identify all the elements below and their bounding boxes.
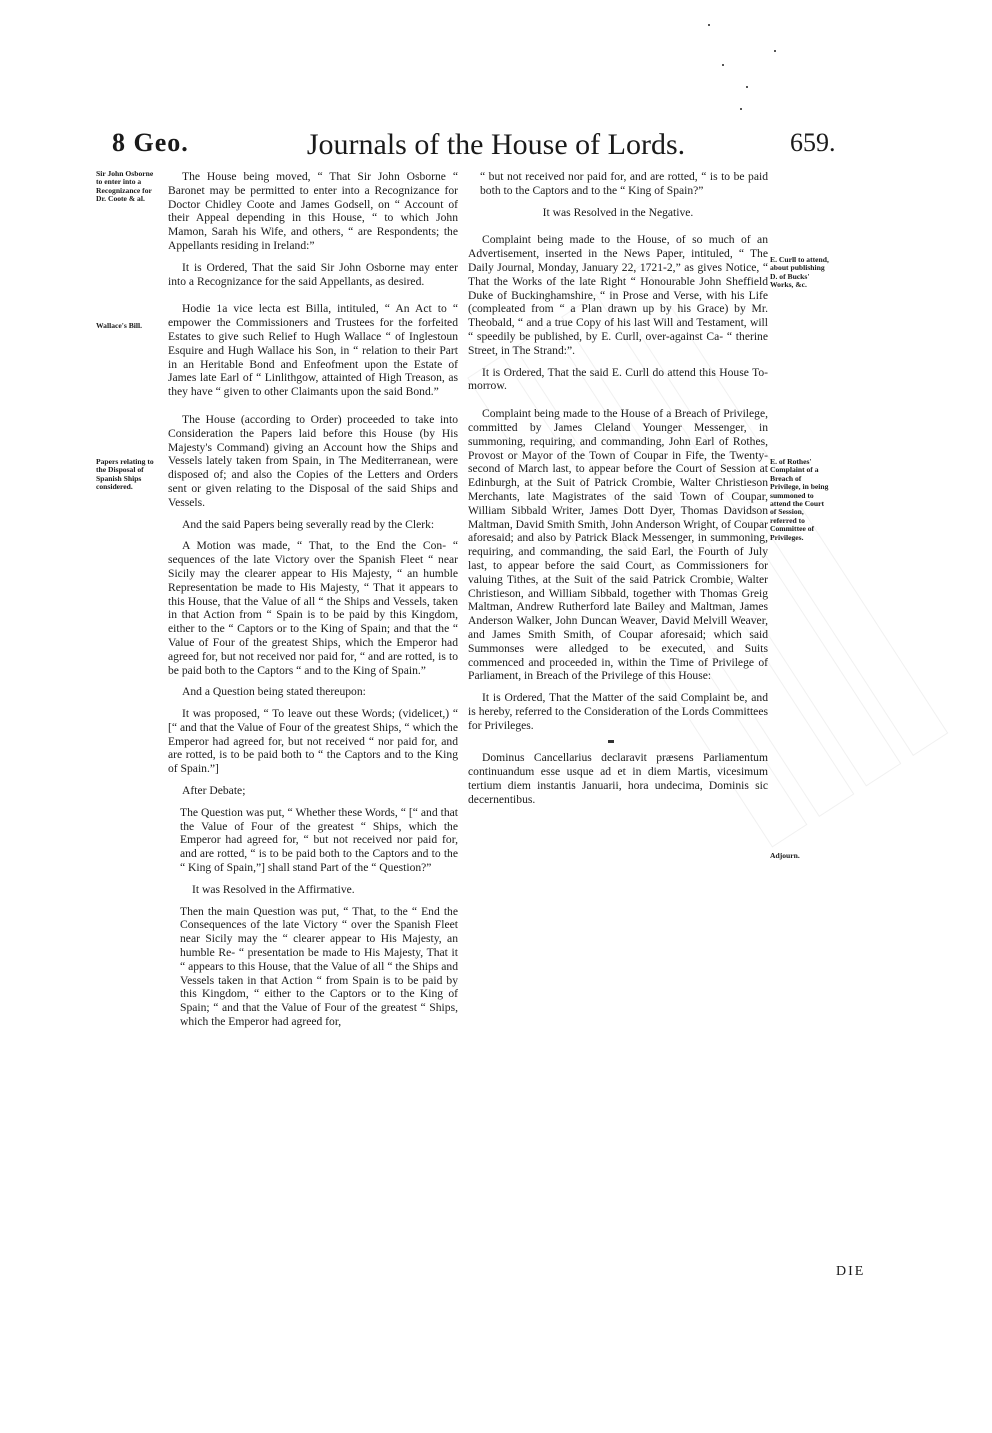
margin-note-papers: Papers relating to the Disposal of Spanish Ships considered.: [96, 457, 154, 492]
margin-note-wallace: Wallace's Bill.: [96, 321, 142, 330]
paragraph: The House being moved, “ That Sir John Osborne “ Baronet may be permitted to enter into a Recognizance for Doctor Chidley Coote and James Godsell, on “ Account of their Appeal depending in this House, “ to which John Mamon, Sarah his Wife, and others, “ are Respondents; the Appellants residing in Ireland:”: [168, 170, 458, 252]
page-number: 659.: [790, 128, 836, 157]
paragraph: It was Resolved in the Negative.: [542, 205, 694, 219]
paragraph: Dominus Cancellarius declaravit præsens Parliamentum continuandum esse usque ad et in diem Martis, vicesimum tertium diem instantis Januarii, hora undecima, Dominis sic decernentibus.: [468, 751, 768, 806]
paragraph: Complaint being made to the House of a Breach of Privilege, committed by James Cleland Younger Messenger, in summoning, requiring, and commanding, John Earl of Rothes, Provost or Mayor of the Town of Coupar in Fife, the Twenty-second of March last, to appear before the Court of Session at Edinburgh, at the Suit of Patrick Crombie, Walter Christieson Merchants, late Magistrates of the said Town of Coupar, William Sibbald Writer, James Dott Dyer, Thomas Davidson Maltman, David Smith Smith, John Anderson Wright, of Coupar aforesaid; and also by Patrick Black Messenger, in summoning, requiring, and commanding, the said Earl, the Fourth of July last, to appear before the said Court, as Commissioners for valuing Tithes, at the Suit of the said Patrick Crombie, Walter Christieson, and William Sibbald, together with Thomas Greig Maltman, Andrew Rutherford late Bailey and Maltman, James Anderson Walker, John Duncan Weaver, David Melvill Weaver, and James Smith Smith, of Coupar aforesaid; which said Summonses were alledged to be executed, and Suits commenced and proceeded in, within the Time of Privilege of Parliament, in Breach of the Privilege of this House:: [468, 407, 768, 683]
paragraph: “ but not received nor paid for, and are rotted, “ is to be paid both to the Captors and to the “ King of Spain?”: [480, 170, 768, 197]
paragraph: Then the main Question was put, “ That, to the “ End the Consequences of the late Victory “ over the Spanish Fleet near Sicily may the “ clearer appear to His Majesty, an humble Re- “ presentation be made to His Majesty, That it “ appears to this House, that the Value of all “ the Ships and Vessels taken in that Action “ from Spain is to be paid by this Kingdom, “ either to the Captors or to the King of Spain; “ and that the Value of Four of the greatest “ Ships, which the Emperor had agreed for,: [180, 904, 458, 1029]
paragraph: The Question was put, “ Whether these Words, “ [“ and that the Value of Four of the greatest “ Ships, which the Emperor had agreed for, “ but not received nor paid for, and are rotted, “ is to be paid both to the Captors and to the “ King of Spain,”] shall stand Part of the “ Question?”: [180, 805, 458, 875]
paragraph: It is Ordered, That the said E. Curll do attend this House To-morrow.: [468, 365, 768, 393]
margin-note-adjourn: Adjourn.: [770, 851, 800, 860]
left-column: [168, 170, 458, 1037]
margin-note-osborne: Sir John Osborne to enter into a Recognizance for Dr. Coote & al.: [96, 169, 154, 204]
paragraph: It is Ordered, That the said Sir John Osborne may enter into a Recognizance for the said Appellants, as desired.: [168, 260, 458, 288]
catchword: DIE: [836, 1264, 866, 1279]
paragraph: After Debate;: [182, 784, 246, 798]
paragraph: And a Question being stated thereupon:: [182, 685, 366, 699]
right-column: [468, 170, 768, 815]
page-title: Journals of the House of Lords.: [306, 128, 686, 161]
paragraph: It was Resolved in the Affirmative.: [192, 882, 355, 896]
paragraph: Complaint being made to the House, of so much of an Advertisement, inserted in the News Paper, intituled, “ The Daily Journal, Monday, January 22, 1721-2,” as gives Notice, “ That the Works of the late Right “ Honourable John Sheffield Duke of Buckinghamshire, “ in Prose and Verse, with his Life (compleated from “ a Plan drawn up by his Grace) by Mr. Theobald, “ and a true Copy of his last Will and Testament, will “ speedily be published, by E. Curll, over-against Ca- “ therine Street, in The Strand:”.: [468, 233, 768, 357]
paragraph: The House (according to Order) proceeded to take into Consideration the Papers laid before this House (by His Majesty's Command) giving an Account how the Ships and Vessels lately taken from Spain, in The Mediterranean, were disposed of; and also the Copies of the Letters and Orders sent or given relating to the Disposal of the said Ships and Vessels.: [168, 412, 458, 509]
paragraph: Hodie 1a vice lecta est Billa, intituled, “ An Act to “ empower the Commissioners and Trustees for the forfeited Estates to give such Relief to Hugh Wallace “ of Inglestoun Esquire and Hugh Wallace his Son, in “ relation to their Part in an Heritable Bond and Enfeofment upon the Estate of James late Earl of “ Linlithgow, attainted of High Treason, as they have “ given to other Claimants upon the said Bond.”: [168, 302, 458, 399]
paper-specks: [700, 20, 800, 110]
header-regnal-year: 8 Geo.: [112, 128, 189, 157]
paragraph: And the said Papers being severally read by the Clerk:: [182, 517, 435, 531]
paragraph: It is Ordered, That the Matter of the said Complaint be, and is hereby, referred to the Consideration of the Lords Committees for Privileges.: [468, 691, 768, 732]
paragraph: It was proposed, “ To leave out these Words; (videlicet,) “ [“ and that the Value of Four of the greatest Ships, “ which the Emperor had agreed for, but not received “ nor paid for, and are rotted, is to be paid both to “ the Captors and to the King of Spain.”]: [168, 707, 458, 776]
margin-note-rothes: E. of Rothes' Complaint of a Breach of Privilege, in being summoned to attend the Court of Session, referred to Committee of Privileges.: [770, 457, 829, 542]
margin-note-curll: E. Curll to attend, about publishing D. of Bucks' Works, &c.: [770, 255, 829, 290]
section-dot: [608, 740, 614, 743]
paragraph: A Motion was made, “ That, to the End the Con- “ sequences of the late Victory over the Spanish Fleet “ near Sicily may the clearer appear to His Majesty, “ an humble Representation be made to His Majesty, “ That it appears to this House, that the Value of all “ the Ships and Vessels, taken in that Action from “ Spain is to be paid by this Kingdom, either to the “ Captors or to the King of Spain; and that the “ Value of Four of the greatest Ships, which the Emperor had agreed for, but not received nor paid for, “ and are rotted, is to be paid both to the Captors “ and to the King of Spain.”: [168, 539, 458, 677]
